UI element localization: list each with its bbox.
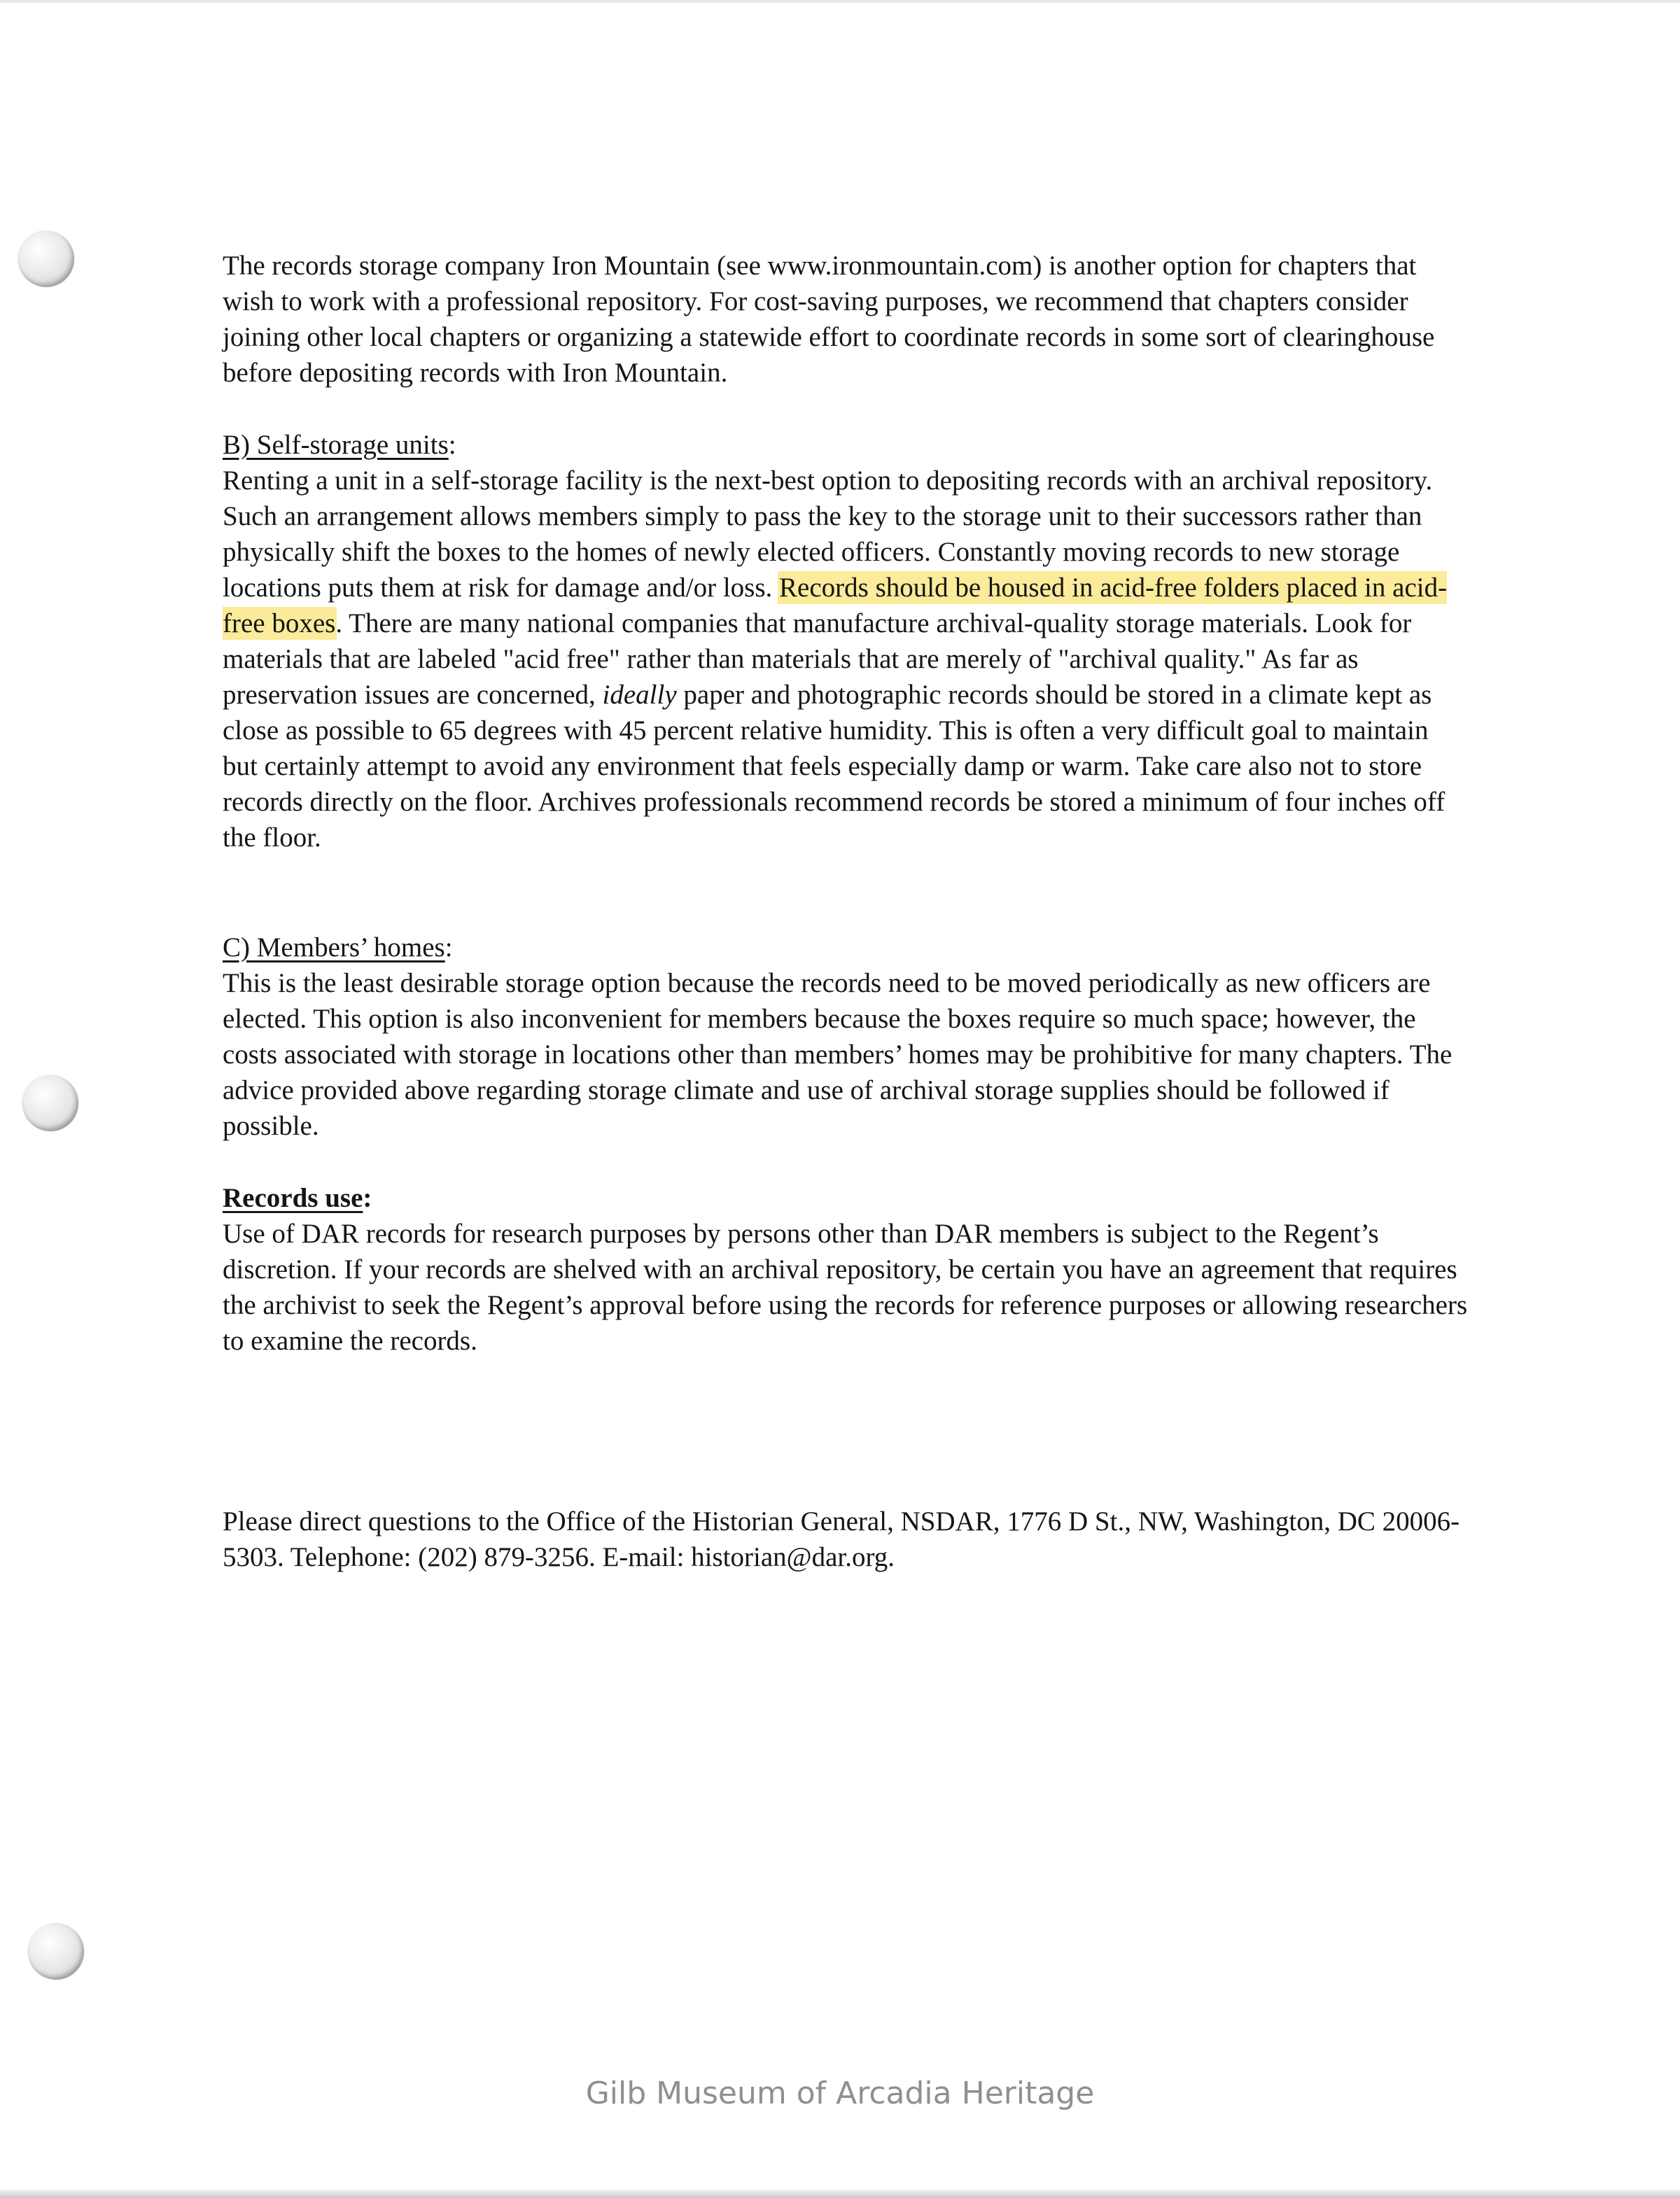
records-use-paragraph: Use of DAR records for research purposes by persons other than DAR members is subject to the Regent’s discretion. If your records are shelved with an archival repository, be certain you have an agreement that requires the archivist to seek the Regent’s approval before using the records for reference purposes or allowing researchers to examine the records. [223,1219,1468,1356]
self-storage-heading-line [223,427,1469,463]
records-use-heading: Records use [223,1183,363,1213]
self-storage-text-part-2: . There are many national companies that manufacture archival-quality storage materials. Look for materials that are labeled "acid free" rather than materials that are merely of "archival quality." As far as preservation issues are concerned, [223,608,1412,710]
records-use-heading-colon: : [363,1183,372,1213]
intro-paragraph: The records storage company Iron Mountain (see www.ironmountain.com) is another option for chapters that wish to work with a professional repository. For cost-saving purposes, we recommend that chapters consider joining other local chapters or organizing a statewide effort to coordinate records in some sort of clearinghouse before depositing records with Iron Mountain. [223,251,1435,388]
members-homes-section [223,930,1469,1144]
self-storage-text-part-3: paper and photographic records should be stored in a climate kept as close as possible to 65 degrees with 45 percent relative humidity. This is often a very difficult goal to maintain but certainly attempt to avoid any environment that feels especially damp or warm. Take care also not to store records directly on the floor. Archives professionals recommend records be stored a minimum of four inches off the floor. [223,680,1446,853]
self-storage-paragraph [223,463,1469,855]
highlighted-sentence: Records should be housed in acid-free folders placed in acid-free boxes [223,573,1448,638]
members-homes-heading-colon: : [444,932,453,962]
self-storage-heading: B) Self-storage units [223,430,449,460]
members-homes-heading-line [223,930,1469,965]
binder-hole-middle [22,1075,78,1131]
members-homes-paragraph: This is the least desirable storage option because the records need to be moved periodically as new officers are elected. This option is also inconvenient for members because the boxes require so much space; however, the costs associated with storage in locations other than members’ homes may be prohibitive for many chapters. The advice provided above regarding storage climate and use of archival storage supplies should be followed if possible. [223,968,1452,1141]
records-use-heading-line [223,1180,1469,1216]
emphasized-word: ideally [602,680,677,710]
contact-section [223,1504,1469,1575]
binder-hole-top [18,231,74,287]
members-homes-heading: C) Members’ homes [223,932,445,962]
contact-paragraph: Please direct questions to the Office of the Historian General, NSDAR, 1776 D St., NW, Washington, DC 20006-5303. Telephone: (202) 879-3256. E-mail: historian@dar.org. [223,1506,1460,1572]
page-top-edge [0,0,1680,3]
intro-section [223,248,1469,391]
museum-credit: Gilb Museum of Arcadia Heritage [585,2076,1095,2111]
self-storage-heading-colon: : [448,430,456,460]
self-storage-section [223,427,1469,855]
records-use-section [223,1180,1469,1359]
binder-hole-bottom [28,1924,84,1980]
self-storage-text-part-1: Renting a unit in a self-storage facility is the next-best option to depositing records with an archival repository. Such an arrangement allows members simply to pass the key to the storage unit to their successors rather than physically shift the boxes to the homes of newly elected officers. Constantly moving records to new storage locations puts them at risk for damage and/or loss. [223,465,1433,603]
page-bottom-edge [0,2190,1680,2198]
